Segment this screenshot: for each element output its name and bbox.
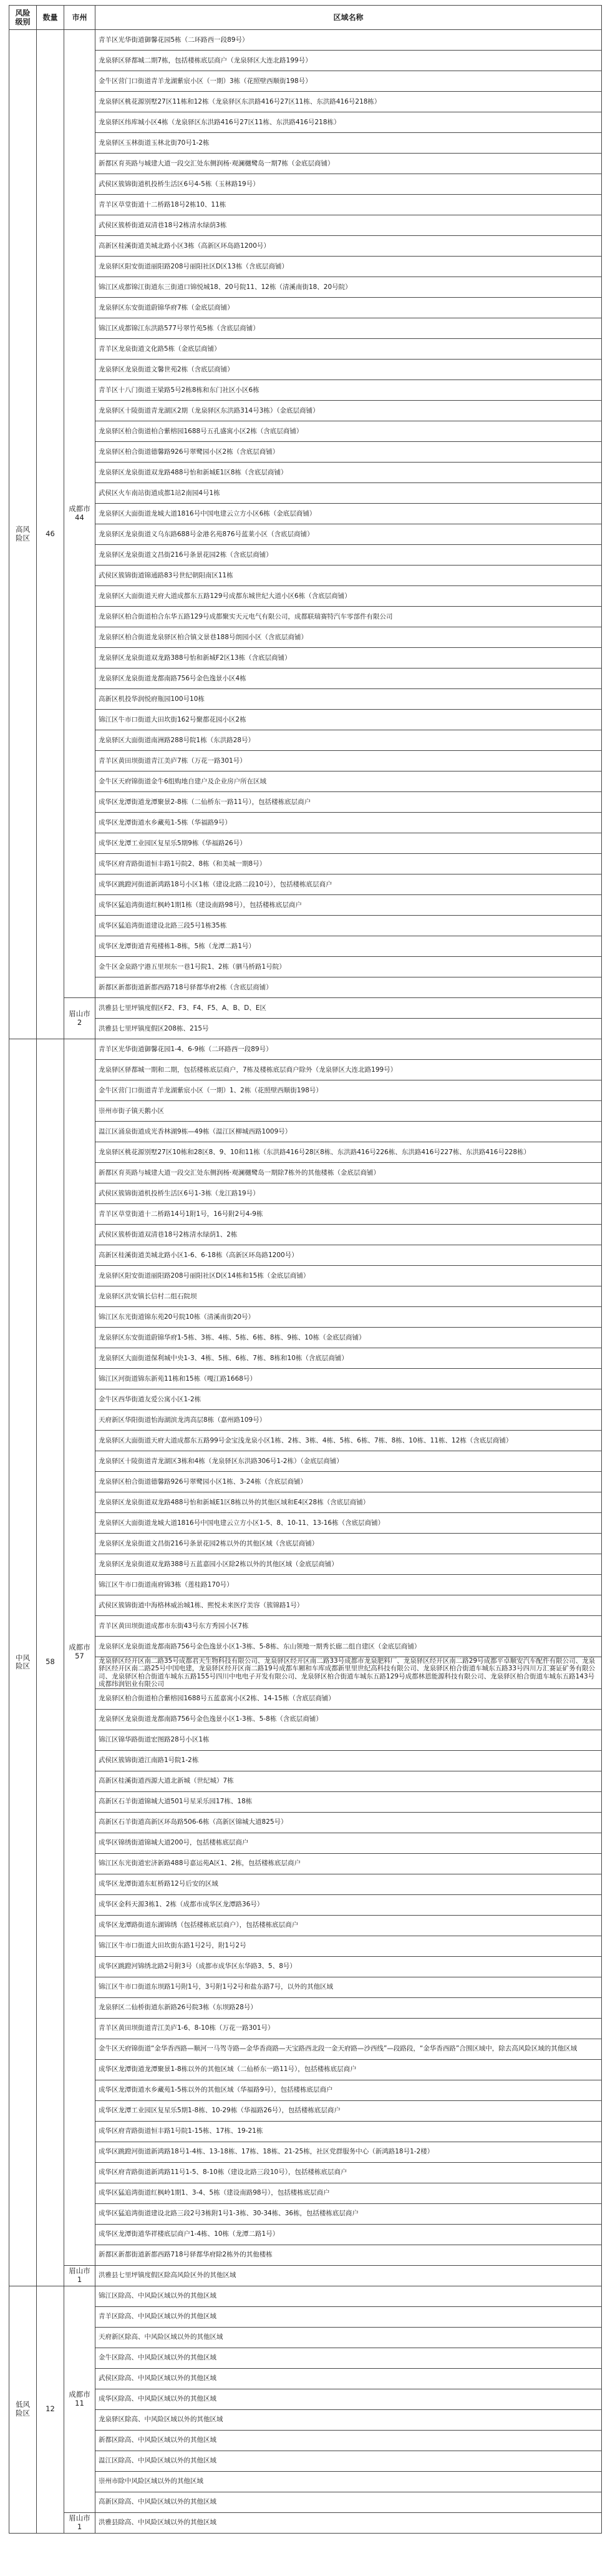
table-row bbox=[9, 1307, 602, 1328]
table-row bbox=[9, 977, 602, 998]
area-name-cell: 龙泉驿区桃花源别墅27区11栋和12栋（龙泉驿区东洪路416号27区11栋、东洪路416号218栋） bbox=[95, 92, 602, 112]
area-name-cell: 青羊区草堂街道十二桥路14号1附1号，16号附2号4-9栋 bbox=[95, 1204, 602, 1225]
table-row bbox=[9, 1956, 602, 1977]
table-row bbox=[9, 1554, 602, 1575]
area-name-cell: 成华区府青路街道新鸿路11号1-5、8-10栋（建设北路三段10号），包括楼栋底层商户 bbox=[95, 2162, 602, 2183]
area-name-cell: 锦江区牛市口街道南府锦3栋（莲桂路170号） bbox=[95, 1575, 602, 1595]
area-name-cell: 洪雅县除高、中风险区域以外的其他区域 bbox=[95, 2512, 602, 2533]
area-name-cell: 龙泉驿区经开区南二路35号成都君天生物科技有限公司、龙泉驿区经开区南二路33号成都市龙泉肥料厂、龙泉驿区经开区南二路29号成都平卓顺安汽车配件有限公司、龙泉驿区经开区南二路25号中国电建，龙泉驿区经开区南二路19号成都车厢和车库成都新里里世纪高科技有限公司、龙泉驿区柏合街道车城东五路33号四川万汇赛证矿务有限公司、龙泉驿区柏合街道车城东五路155号四川中电电子开发有限公司、龙泉驿区柏合街道车城东五路129号成都林恩能源科技有限公司、龙泉驿区柏合街道车城东五路143号成都纬润铝业有限公司 bbox=[95, 1657, 602, 1689]
area-name-cell: 龙泉驿区大面街道天府大道成都东五路129号成都东城世纪大道小区6栋（含底层商铺） bbox=[95, 586, 602, 607]
count-cell: 46 bbox=[37, 30, 64, 1039]
table-row bbox=[9, 1534, 602, 1554]
table-row bbox=[9, 586, 602, 607]
table-row bbox=[9, 710, 602, 730]
city-cell: 成都市57 bbox=[64, 1039, 95, 2266]
table-row bbox=[9, 1575, 602, 1595]
area-name-cell: 成华区府青路街道恒丰路1号院2、8栋（和美城一期8号） bbox=[95, 854, 602, 874]
area-name-cell: 高新区石羊街道锦城大道501号星采乐园17栋、18栋 bbox=[95, 1791, 602, 1812]
area-name-cell: 龙泉驿区大面街道龙城大道1816号中国电建云立方小区1-5、8、10-11、13-16栋（含底层商铺） bbox=[95, 1513, 602, 1534]
table-row bbox=[9, 30, 602, 51]
table-row bbox=[9, 1183, 602, 1204]
area-name-cell: 崇州市除中风险区域以外的其他区域 bbox=[95, 2471, 602, 2492]
area-name-cell: 洪雅县七里坪镇度假区208栋、215号 bbox=[95, 1019, 602, 1039]
table-row bbox=[9, 2203, 602, 2224]
area-name-cell: 龙泉驿区洪安镇长信村二组石院坝 bbox=[95, 1286, 602, 1307]
table-row bbox=[9, 1451, 602, 1472]
table-row bbox=[9, 1348, 602, 1369]
table-row bbox=[9, 1225, 602, 1245]
area-name-cell: 锦江区牛市口街道东坝路1号附1号，3号附1号2号和盐东路7号，以外的其他区域 bbox=[95, 1977, 602, 1997]
table-row bbox=[9, 51, 602, 71]
header-row bbox=[9, 6, 602, 30]
area-name-cell: 锦江区东光街道宏济新路488号嘉运苑A区1、2栋，包括楼栋底层商户 bbox=[95, 1853, 602, 1874]
table-row bbox=[9, 1812, 602, 1833]
table-row bbox=[9, 2039, 602, 2059]
table-row bbox=[9, 895, 602, 916]
area-name-cell: 高新区石羊街道高新区环岛路506-6栋（高新区锦城大道825号） bbox=[95, 1812, 602, 1833]
risk-level-cell: 中风险区 bbox=[9, 1039, 37, 2286]
area-name-cell: 龙泉驿区十陵街道青龙湖区3栋和4栋（龙泉驿区东洪路306号1-2栋）（金底层商铺） bbox=[95, 1451, 602, 1472]
table-row bbox=[9, 483, 602, 504]
area-name-cell: 成华区龙潭工业园区复星乐5期9栋（华福路26号） bbox=[95, 833, 602, 854]
area-name-cell: 武侯区簇锦街道机投桥生活区6号1-3栋（龙江路19号） bbox=[95, 1183, 602, 1204]
area-name-cell: 成华区除高、中风险区域以外的其他区域 bbox=[95, 2389, 602, 2409]
city-cell: 成都市44 bbox=[64, 30, 95, 998]
table-row bbox=[9, 545, 602, 566]
area-name-cell: 青羊区黄田坝街道青江美庐1-6、8-10栋（万花一路301号） bbox=[95, 2018, 602, 2039]
area-name-cell: 武侯区簇锦街道锦通路83号世纪朝阳南区11栋 bbox=[95, 566, 602, 586]
area-name-cell: 青羊区黄田坝街道成都市东街43号东方秀园小区7栋 bbox=[95, 1616, 602, 1637]
table-row bbox=[9, 2183, 602, 2203]
area-name-cell: 金牛区营门口街道青羊龙湖紫宸小区（一期）3栋（花照壁西顺街198号） bbox=[95, 71, 602, 92]
area-name-cell: 青羊区光华街道御馨花园5栋（二环路西一段89号） bbox=[95, 30, 602, 51]
table-row bbox=[9, 1060, 602, 1080]
table-row bbox=[9, 1513, 602, 1534]
area-name-cell: 成华区龙潭街道东虹桥路12号后安的区域 bbox=[95, 1874, 602, 1894]
area-name-cell: 青羊区十八门街道王梁路5号2栋8栋和东门社区小区6栋 bbox=[95, 380, 602, 401]
area-name-cell: 成华区跳蹬河锦绣北路2号附3号（成都市成华区东华路3、5、8号） bbox=[95, 1956, 602, 1977]
area-name-cell: 龙泉驿区除高、中风险区域以外的其他区域 bbox=[95, 2409, 602, 2430]
table-row bbox=[9, 2389, 602, 2409]
table-row bbox=[9, 2224, 602, 2245]
area-name-cell: 青羊区草堂街道十二桥路18号2栋10、11栋 bbox=[95, 195, 602, 215]
risk-level-cell: 低风险区 bbox=[9, 2286, 37, 2533]
city-cell: 眉山市1 bbox=[64, 2512, 95, 2533]
area-name-cell: 龙泉驿区龙泉街道双龙路388号五蓝嘉园小区除2栋以外的其他区域（金底层商铺） bbox=[95, 1554, 602, 1575]
area-name-cell: 龙泉驿区大面街道天府大道成都东五路99号金宝浅龙泉小区1栋、2栋、3栋、4栋、5栋、6栋、7栋、8栋、10栋、11栋、12栋（含底层商铺） bbox=[95, 1431, 602, 1451]
table-row bbox=[9, 1936, 602, 1956]
area-name-cell: 龙泉驿区阳安街道丽阳路208号丽阳社区D区13栋（含底层商铺） bbox=[95, 257, 602, 277]
area-name-cell: 成华区锦绣街道锦城大道200号，包括楼栋底层商户 bbox=[95, 1833, 602, 1853]
area-name-cell: 青羊区龙泉街道文化路5栋（金底层商铺） bbox=[95, 339, 602, 360]
table-row bbox=[9, 916, 602, 936]
table-row bbox=[9, 504, 602, 524]
table-row bbox=[9, 360, 602, 380]
table-row bbox=[9, 2471, 602, 2492]
table-row bbox=[9, 2265, 602, 2286]
area-name-cell: 武侯区火车南站街道成都1站2南园4号1栋 bbox=[95, 483, 602, 504]
table-row bbox=[9, 1709, 602, 1730]
table-row bbox=[9, 2327, 602, 2348]
area-name-cell: 成华区猛追湾街道红枫岭1期1、3-4、5栋（建设南路98号），包括楼栋底层商户 bbox=[95, 2183, 602, 2203]
table-row bbox=[9, 1657, 602, 1689]
table-row bbox=[9, 668, 602, 689]
area-name-cell: 新都区育英路与城建大道一段交汇处东侧润杨·观澜樾鹭岛一期除7栋外的其他楼栋（金底层商铺） bbox=[95, 1163, 602, 1183]
area-name-cell: 温江区涌泉街道成光香林湖9栋—49栋（温江区柳城西路1009号） bbox=[95, 1122, 602, 1142]
table-row bbox=[9, 1431, 602, 1451]
area-name-cell: 锦江区除高、中风险区域以外的其他区域 bbox=[95, 2286, 602, 2306]
table-row bbox=[9, 154, 602, 174]
area-name-cell: 锦江区牛市口街道大田坎街162号聚都花园小区2栋 bbox=[95, 710, 602, 730]
area-name-cell: 武侯区簇锦街道中海格林威治城1栋、熙悦未来医疗美容（簇锦路1号） bbox=[95, 1595, 602, 1616]
table-row bbox=[9, 1286, 602, 1307]
area-name-cell: 天府新区华阳街道怡海湖滨龙湾高层8栋（嘉州路109号） bbox=[95, 1410, 602, 1431]
table-row bbox=[9, 524, 602, 545]
area-name-cell: 青羊区光华街道御馨花园1-4、6-9栋（二环路西一段89号） bbox=[95, 1039, 602, 1060]
area-name-cell: 龙泉驿区柏合街道龙泉驿区柏合镇文景巷188号朗园小区（含底层商铺） bbox=[95, 627, 602, 648]
table-row bbox=[9, 2306, 602, 2327]
area-name-cell: 成华区龙潭路街道东湖锦绣（包括楼栋底层商户），包括楼栋底层商户 bbox=[95, 1915, 602, 1936]
area-name-cell: 高新区桂溪街道美城北路小区3栋（高新区环岛路1200号） bbox=[95, 236, 602, 257]
table-row bbox=[9, 2348, 602, 2368]
area-name-cell: 龙泉驿区玉林街道玉林北街70号1-2栋 bbox=[95, 133, 602, 154]
table-row bbox=[9, 833, 602, 854]
count-cell: 12 bbox=[37, 2286, 64, 2533]
table-row bbox=[9, 195, 602, 215]
table-row bbox=[9, 730, 602, 751]
area-name-cell: 龙泉驿区龙泉街道双龙路388号怡和新城F2区13栋（含底层商铺） bbox=[95, 648, 602, 668]
area-name-cell: 锦江区成都锦江街道东三街道口锦悦城18、20号院11、12栋（清溪南街18、20号院） bbox=[95, 277, 602, 298]
area-name-cell: 龙泉驿区大面街道保利城中央1-3、4栋、5栋、6栋、7栋、8栋和10栋（含底层商铺） bbox=[95, 1348, 602, 1369]
table-row bbox=[9, 1204, 602, 1225]
table-row bbox=[9, 1122, 602, 1142]
table-row bbox=[9, 339, 602, 360]
table-row bbox=[9, 1637, 602, 1657]
area-name-cell: 成华区龙潭街道华祥楼底层商户1-4栋、10栋（龙潭二路1号） bbox=[95, 2224, 602, 2245]
area-name-cell: 龙泉驿区大面街道南洲路288号院1栋（东洪路28号） bbox=[95, 730, 602, 751]
area-name-cell: 崇州市街子镇天鹅小区 bbox=[95, 1101, 602, 1122]
table-row bbox=[9, 71, 602, 92]
area-name-cell: 龙泉驿区大面街道龙城大道1816号中国电建云立方小区6栋（金底层商铺） bbox=[95, 504, 602, 524]
area-name-cell: 金牛区除高、中风险区域以外的其他区域 bbox=[95, 2348, 602, 2368]
table-row bbox=[9, 442, 602, 463]
table-row bbox=[9, 1791, 602, 1812]
area-name-cell: 成华区府青路街道恒丰路1号院1-15栋、17栋、19-21栋 bbox=[95, 2121, 602, 2142]
table-row bbox=[9, 1039, 602, 1060]
risk-level-cell: 高风险区 bbox=[9, 30, 37, 1039]
table-row bbox=[9, 2286, 602, 2306]
table-row bbox=[9, 2121, 602, 2142]
area-name-cell: 龙泉驿区龙泉街道文馨世苑2栋（含底层商铺） bbox=[95, 360, 602, 380]
area-name-cell: 龙泉驿区二仙桥街道东新路26号院3栋（东坝路28号） bbox=[95, 1997, 602, 2018]
table-row bbox=[9, 1080, 602, 1101]
table-row bbox=[9, 421, 602, 442]
area-name-cell: 金牛区西华街道友爱公寓小区1-2栋 bbox=[95, 1389, 602, 1410]
area-name-cell: 成华区龙潭街道水乡藏苑1-5栋以外的其他区域（华福路9号），包括楼栋底层商户 bbox=[95, 2080, 602, 2100]
area-name-cell: 新都区育英路与城建大道一段交汇处东侧润杨·观澜樾鹭岛一期7栋（金底层商铺） bbox=[95, 154, 602, 174]
table-row bbox=[9, 1389, 602, 1410]
area-name-cell: 龙泉驿区柏合街道柏合东华五路129号成都聚实天元电气有限公司，成都联瑞赛特汽车零部件有限公司 bbox=[95, 607, 602, 627]
table-row bbox=[9, 1142, 602, 1163]
area-name-cell: 龙泉驿区阳安街道丽阳路208号丽阳社区D区14栋和15栋（金底层商铺） bbox=[95, 1266, 602, 1286]
area-name-cell: 龙泉驿区龙泉街道文昌街216号条景花园2栋（含底层商铺） bbox=[95, 545, 602, 566]
table-row bbox=[9, 2492, 602, 2512]
table-row bbox=[9, 1750, 602, 1771]
header-level: 风险级别 bbox=[9, 6, 37, 30]
header-count: 数量 bbox=[37, 6, 64, 30]
table-row bbox=[9, 874, 602, 895]
area-name-cell: 锦江区成都锦江东洪路577号翠竹苑5栋（含底层商铺） bbox=[95, 318, 602, 339]
table-row bbox=[9, 689, 602, 710]
table-row bbox=[9, 1410, 602, 1431]
table-row bbox=[9, 998, 602, 1019]
area-name-cell: 成华区跳蹬河街道新鸿路18号1-4栋、13-18栋、17栋、18栋、21-25栋，社区党群服务中心（新鸿路18号1-2楼） bbox=[95, 2142, 602, 2162]
table-row bbox=[9, 1833, 602, 1853]
area-name-cell: 龙泉驿区龙泉街道龙都南路756号金色逸景小区1-3栋、5-8栋（含底层商铺） bbox=[95, 1709, 602, 1730]
area-name-cell: 天府新区除高、中风险区域以外的其他区域 bbox=[95, 2327, 602, 2348]
area-name-cell: 金牛区营门口街道青羊龙湖紫宸小区（一期）1、2栋（花照壁西顺街198号） bbox=[95, 1080, 602, 1101]
area-name-cell: 龙泉驿区龙泉街道义乌东路688号金港名苑876号蓝莱小区（含底层商铺） bbox=[95, 524, 602, 545]
area-name-cell: 金牛区天府锦街道“金华香西路—顺河一马驾寺路—金华香商路—天宝路西北段一金天府路—沙西线”—段路段，“金华香西路”合围区域中，除去高风险区域的其他区域 bbox=[95, 2039, 602, 2059]
area-name-cell: 温江区除高、中风险区域以外的其他区域 bbox=[95, 2451, 602, 2471]
table-row bbox=[9, 2451, 602, 2471]
header-city: 市州 bbox=[64, 6, 95, 30]
area-name-cell: 成华区龙潭街道龙潭聚景1-8栋以外的其他区域（二仙桥东一路11号），包括楼栋底层商户 bbox=[95, 2059, 602, 2080]
area-name-cell: 洪雅县七里坪镇度假区F2、F3、F4、F5、A、B、D、E区 bbox=[95, 998, 602, 1019]
risk-area-table bbox=[9, 5, 602, 2534]
area-name-cell: 龙泉驿区纬库城小区4栋（龙泉驿区东洪路416号27区11栋、东洪路416号218栋） bbox=[95, 112, 602, 133]
area-name-cell: 龙泉驿区柏合街道德馨路926号翠鹭园小区1栋、3-24栋（含底层商铺） bbox=[95, 1472, 602, 1492]
area-name-cell: 洪雅县七里坪镇度假区除高风险区外的其他区域 bbox=[95, 2265, 602, 2286]
table-row bbox=[9, 1266, 602, 1286]
table-body bbox=[9, 30, 602, 2534]
table-row bbox=[9, 566, 602, 586]
table-row bbox=[9, 1595, 602, 1616]
table-row bbox=[9, 1245, 602, 1266]
table-row bbox=[9, 1874, 602, 1894]
table-row bbox=[9, 277, 602, 298]
table-row bbox=[9, 1894, 602, 1915]
table-row bbox=[9, 1915, 602, 1936]
area-name-cell: 成华区龙潭街道水乡藏苑1-5栋（华福路9号） bbox=[95, 813, 602, 833]
table-row bbox=[9, 1997, 602, 2018]
area-name-cell: 锦江区河街道锦东新苑11栋和15栋（嘎江路1668号） bbox=[95, 1369, 602, 1389]
area-name-cell: 高新区桂溪街道美城北路小区1-6、6-18栋（高新区环岛路1200号） bbox=[95, 1245, 602, 1266]
table-row bbox=[9, 1730, 602, 1750]
table-row bbox=[9, 1369, 602, 1389]
table-row bbox=[9, 2100, 602, 2121]
area-name-cell: 成华区猛追湾街道红枫岭1期1栋（建设南路98号），包括楼栋底层商户 bbox=[95, 895, 602, 916]
city-cell: 成都市11 bbox=[64, 2286, 95, 2512]
table-row bbox=[9, 1977, 602, 1997]
area-name-cell: 锦江区牛市口街道大田坎街东路1号2号，附1号2号 bbox=[95, 1936, 602, 1956]
area-name-cell: 龙泉驿区龙泉街道龙都南路756号金色逸景小区4栋 bbox=[95, 668, 602, 689]
area-name-cell: 龙泉驿区龙泉街道文昌街216号条景花园2栋以外的其他区域（含底层商铺） bbox=[95, 1534, 602, 1554]
table-row bbox=[9, 792, 602, 813]
area-name-cell: 龙泉驿区十陵街道青龙湖区2期（龙泉驿区东洪路314号3栋）（金底层商铺） bbox=[95, 401, 602, 421]
table-row bbox=[9, 1101, 602, 1122]
table-row bbox=[9, 1853, 602, 1874]
area-name-cell: 成华区猛追湾街道建设北路三段5号1栋35栋 bbox=[95, 916, 602, 936]
area-name-cell: 龙泉驿区东安街道蔚锦华府7栋（金底层商铺） bbox=[95, 298, 602, 318]
table-row bbox=[9, 2409, 602, 2430]
area-name-cell: 成华区金科天源3栋1、2栋（成都市成华区龙潭路36号） bbox=[95, 1894, 602, 1915]
table-row bbox=[9, 1019, 602, 1039]
area-name-cell: 新都区除高、中风险区域以外的其他区域 bbox=[95, 2430, 602, 2451]
table-row bbox=[9, 2430, 602, 2451]
area-name-cell: 龙泉驿区柏合街道柏合紫榕园1688号五孔盛寓小区2栋（含底层商铺） bbox=[95, 421, 602, 442]
area-name-cell: 武侯区簇锦街道机投桥生活区6号4-5栋（玉林路19号） bbox=[95, 174, 602, 195]
table-row bbox=[9, 1688, 602, 1709]
table-row bbox=[9, 174, 602, 195]
table-row bbox=[9, 92, 602, 112]
table-row bbox=[9, 607, 602, 627]
area-name-cell: 高新区除高、中风险区域以外的其他区域 bbox=[95, 2492, 602, 2512]
header-area: 区域名称 bbox=[95, 6, 602, 30]
table-row bbox=[9, 257, 602, 277]
table-row bbox=[9, 2018, 602, 2039]
area-name-cell: 龙泉驿区柏合街道柏合紫榕园1688号五蓝嘉寓小区2栋、14-15栋（含底层商铺） bbox=[95, 1688, 602, 1709]
area-name-cell: 青羊区黄田坝街道青江美庐7栋（万花一路301号） bbox=[95, 751, 602, 771]
table-row bbox=[9, 854, 602, 874]
area-name-cell: 武侯区簇桥街道双清巷18号2栋清水绿荫1、2栋 bbox=[95, 1225, 602, 1245]
table-row bbox=[9, 627, 602, 648]
table-row bbox=[9, 2512, 602, 2533]
table-row bbox=[9, 1472, 602, 1492]
table-row bbox=[9, 1492, 602, 1513]
area-name-cell: 成华区龙潭街道龙潭聚景2-8栋（二仙桥东一路11号），包括楼栋底层商户 bbox=[95, 792, 602, 813]
table-row bbox=[9, 401, 602, 421]
area-name-cell: 新都区新都街道新都西路718号驿都华府2栋（含底层商铺） bbox=[95, 977, 602, 998]
table-row bbox=[9, 1771, 602, 1791]
table-row bbox=[9, 936, 602, 957]
table-row bbox=[9, 215, 602, 236]
area-name-cell: 青羊区除高、中风险区域以外的其他区域 bbox=[95, 2306, 602, 2327]
area-name-cell: 龙泉驿区龙泉街道双龙路488号怡和新城E1区8栋（含底层商铺） bbox=[95, 463, 602, 483]
table-row bbox=[9, 771, 602, 792]
area-name-cell: 龙泉驿区驿都城二期7栋，包括楼栋底层商户（龙泉驿区大连北路199号） bbox=[95, 51, 602, 71]
table-row bbox=[9, 2162, 602, 2183]
table-row bbox=[9, 751, 602, 771]
city-cell: 眉山市1 bbox=[64, 2265, 95, 2286]
area-name-cell: 新都区新都街道新都西路718号驿都华府除2栋外的其他楼栋 bbox=[95, 2245, 602, 2265]
area-name-cell: 龙泉驿区驿都城一期和二期，包括楼栋底层商户，7栋及楼栋底层商户除外（龙泉驿区大连北路199号） bbox=[95, 1060, 602, 1080]
table-row bbox=[9, 2368, 602, 2389]
area-name-cell: 龙泉驿区桃花源别墅27区10栋和28区8、9、10和11栋（东洪路416号28区8栋、东洪路416号226栋、东洪路416号227栋、东洪路416号228栋） bbox=[95, 1142, 602, 1163]
table-row bbox=[9, 236, 602, 257]
area-name-cell: 龙泉驿区东安街道蔚锦华府1-5栋、3栋、4栋、5栋、6栋、8栋、9栋、10栋（金底层商铺） bbox=[95, 1328, 602, 1348]
area-name-cell: 成华区龙潭工业园区复星乐5期1-8栋、10-29栋（华福路26号），包括楼栋底层商户 bbox=[95, 2100, 602, 2121]
table-row bbox=[9, 380, 602, 401]
area-name-cell: 锦江区锦华路街道宏图路28号小区1栋 bbox=[95, 1730, 602, 1750]
area-name-cell: 成华区龙潭街道青苑楼栋1-8栋，5栋（龙潭二路1号） bbox=[95, 936, 602, 957]
area-name-cell: 成华区猛追湾街道建设北路三段2号3栋附1号1-3栋、30-34栋、36栋，包括楼栋底层商户 bbox=[95, 2203, 602, 2224]
area-name-cell: 武侯区除高、中风险区域以外的其他区域 bbox=[95, 2368, 602, 2389]
city-cell: 眉山市2 bbox=[64, 998, 95, 1039]
table-row bbox=[9, 133, 602, 154]
table-row bbox=[9, 2245, 602, 2265]
table-row bbox=[9, 1163, 602, 1183]
table-row bbox=[9, 957, 602, 977]
area-name-cell: 龙泉驿区柏合街道德馨路926号翠鹭园小区2栋（含底层商铺） bbox=[95, 442, 602, 463]
table-row bbox=[9, 2059, 602, 2080]
area-name-cell: 锦江区东光街道锦东苑20号院10栋（清溪南街20号） bbox=[95, 1307, 602, 1328]
area-name-cell: 高新区机投华润悦府瓶园100号10栋 bbox=[95, 689, 602, 710]
table-row bbox=[9, 1328, 602, 1348]
table-row bbox=[9, 2080, 602, 2100]
table-row bbox=[9, 298, 602, 318]
count-cell: 58 bbox=[37, 1039, 64, 2286]
area-name-cell: 龙泉驿区龙泉街道龙都南路756号金色逸景小区1-3栋、5-8栋、东山领地一期秀长廊二组自建区（金底层商铺） bbox=[95, 1637, 602, 1657]
table-row bbox=[9, 463, 602, 483]
table-row bbox=[9, 318, 602, 339]
table-row bbox=[9, 112, 602, 133]
table-row bbox=[9, 1616, 602, 1637]
table-row bbox=[9, 648, 602, 668]
area-name-cell: 金牛区天府锦街道金牛6组购地自建户及企业房户所在区域 bbox=[95, 771, 602, 792]
area-name-cell: 高新区桂溪街道西源大道北新城（世纪城）7栋 bbox=[95, 1771, 602, 1791]
area-name-cell: 金牛区金泉路宁港五里坝东一巷1号院1、2栋（驷马桥路1号院） bbox=[95, 957, 602, 977]
table-row bbox=[9, 813, 602, 833]
area-name-cell: 武侯区簇锦街道江南路1号院1-2栋 bbox=[95, 1750, 602, 1771]
table-row bbox=[9, 2142, 602, 2162]
area-name-cell: 武侯区簇桥街道双清巷18号2栋清水绿荫3栋 bbox=[95, 215, 602, 236]
area-name-cell: 成华区跳蹬河街道新鸿路18号小区1栋（建设北路二段10号），包括楼栋底层商户 bbox=[95, 874, 602, 895]
area-name-cell: 龙泉驿区龙泉街道双龙路488号怡和新城E1区8栋以外的其他区域和E4区28栋（含底层商铺） bbox=[95, 1492, 602, 1513]
